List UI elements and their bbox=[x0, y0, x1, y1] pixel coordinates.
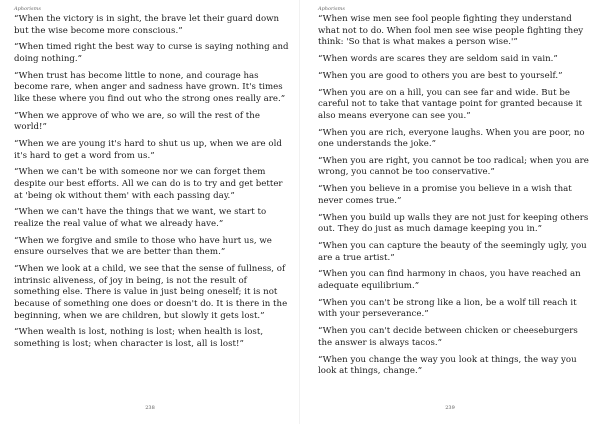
quote: “When you are rich, everyone laughs. When you are poor, no one understands the joke.” bbox=[318, 127, 585, 150]
quote: “When we look at a child, we see that the sense of fullness, of intrinsic aliveness, of joy in being, is not the result of something else. There is value in just being oneself; it is not because of something one does or doesn't do. It is there in the beginning, when we are children, but slowly it gets lost.” bbox=[14, 264, 288, 321]
quote-list bbox=[14, 14, 292, 351]
quote: “When timed right the best way to curse is saying nothing and doing nothing.” bbox=[14, 42, 289, 64]
quote: “When you build up walls they are not just for keeping others out. They do just as much damage keeping you in.” bbox=[318, 212, 589, 235]
right-page bbox=[300, 0, 600, 424]
page-number: 238 bbox=[145, 405, 155, 411]
quote: “When trust has become little to none, and courage has become rare, when anger and sadness have grown. It's times like these where you find out who the strong ones really are.” bbox=[14, 70, 286, 104]
quote: “When we are young it's hard to shut us up, when we are old it's hard to get a word from us.” bbox=[14, 139, 282, 161]
quote: “When we can't be with someone nor we can forget them despite our best efforts. All we can do is to try and get better at 'being ok without them' with each passing day.” bbox=[14, 167, 283, 201]
quote: “When you believe in a promise you believe in a wish that never comes true.” bbox=[318, 184, 572, 206]
quote-list bbox=[318, 14, 590, 378]
quote: “When you are good to others you are best to yourself.” bbox=[318, 70, 563, 81]
quote: “When wise men see fool people fighting they understand what not to do. When fool men see wise people fighting they think: 'So that is what makes a person wise.'” bbox=[318, 14, 584, 48]
quote: “When you can find harmony in chaos, you have reached an adequate equilibrium.” bbox=[318, 269, 581, 291]
running-header: Aphorisms bbox=[318, 6, 345, 12]
page-number: 239 bbox=[445, 405, 455, 411]
quote: “When you are on a hill, you can see far and wide. But be careful not to take that vantage point for granted because it also means everyone can see you.” bbox=[318, 87, 582, 121]
quote: “When wealth is lost, nothing is lost; when health is lost, something is lost; when character is lost, all is lost!” bbox=[14, 327, 264, 349]
quote: “When you change the way you look at things, the way you look at things, change.” bbox=[318, 354, 577, 377]
quote: “When the victory is in sight, the brave let their guard down but the wise become more conscious.” bbox=[14, 14, 280, 36]
quote: “When you are right, you cannot be too radical; when you are wrong, you cannot be too conservative.” bbox=[318, 155, 589, 178]
quote: “When you can't be strong like a lion, be a wolf till reach it with your perseverance.” bbox=[318, 297, 577, 320]
quote: “When words are scares they are seldom said in vain.” bbox=[318, 53, 558, 64]
quote: “When you can't decide between chicken or cheeseburgers the answer is always tacos.” bbox=[318, 326, 578, 348]
running-header: Aphorisms bbox=[14, 6, 41, 12]
quote: “When we approve of who we are, so will the rest of the world!” bbox=[14, 110, 260, 133]
quote: “When we forgive and smile to those who have hurt us, we ensure ourselves that we are better than them.” bbox=[14, 235, 272, 258]
quote: “When you can capture the beauty of the seemingly ugly, you are a true artist.” bbox=[318, 241, 587, 263]
quote: “When we can't have the things that we want, we start to realize the real value of what we already have.” bbox=[14, 207, 267, 230]
